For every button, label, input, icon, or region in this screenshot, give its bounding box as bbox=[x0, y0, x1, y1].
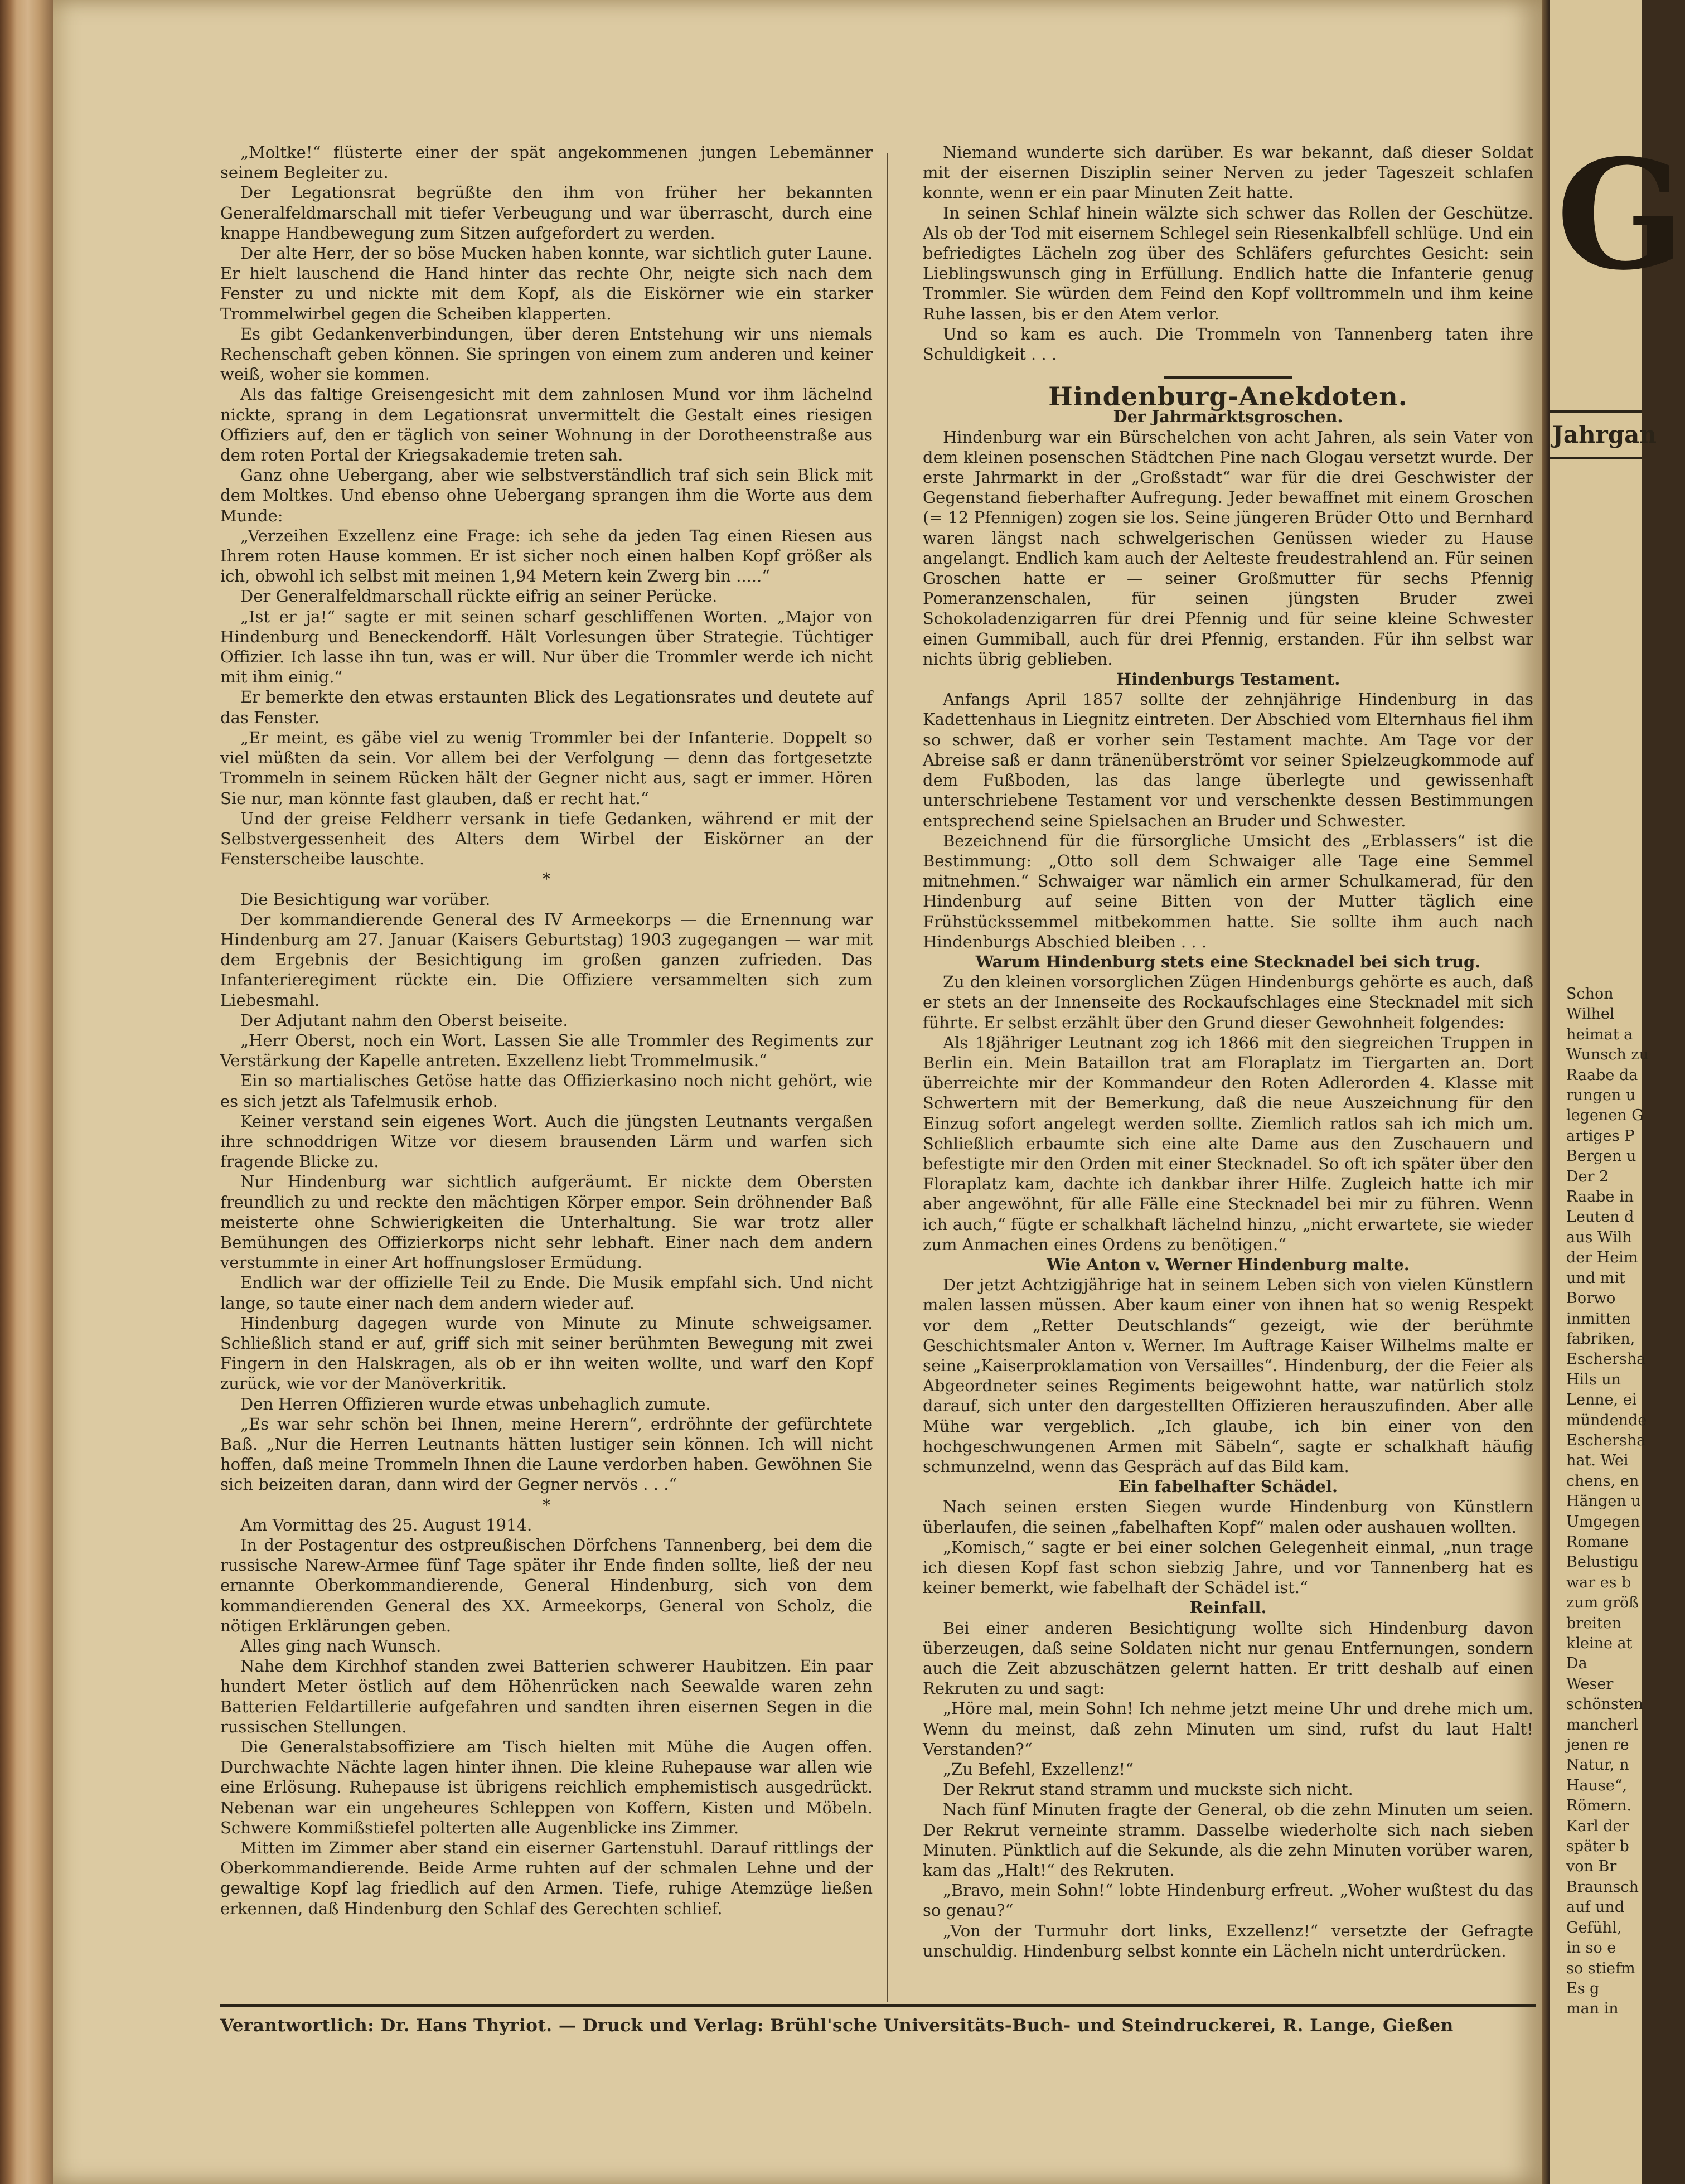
line-fragment: von Br bbox=[1566, 1858, 1617, 1876]
paragraph: „Moltke!“ flüsterte einer der spät angekommenen jungen Lebemänner seinem Begleiter zu. bbox=[220, 143, 873, 182]
line-fragment: und mit bbox=[1566, 1269, 1625, 1287]
line-fragment: hat. Wei bbox=[1566, 1452, 1629, 1470]
paragraph: Der alte Herr, der so böse Mucken haben konnte, war sichtlich guter Laune. Er hielt lauschend die Hand hinter das rechte Ohr, neigte sich nach dem Fenster zu und nickte mit dem Kopf, als die Eiskörner wie ein starker Trommelwirbel gegen die Scheiben klapperten. bbox=[220, 244, 873, 323]
line-fragment: breiten bbox=[1566, 1614, 1622, 1632]
line-fragment: fabriken, bbox=[1566, 1330, 1635, 1348]
paragraph: Ganz ohne Uebergang, aber wie selbstverständlich traf sich sein Blick mit dem Moltkes. Und ebenso ohne Uebergang sprangen ihm die Worte aus dem Munde: bbox=[220, 466, 873, 525]
line-fragment: aus Wilh bbox=[1566, 1228, 1632, 1246]
next-page-column-fragment bbox=[1566, 984, 1649, 2020]
masthead-letter: G bbox=[1556, 126, 1685, 303]
paragraph: Der Adjutant nahm den Oberst beiseite. bbox=[240, 1010, 568, 1030]
paragraph: „Zu Befehl, Exzellenz!“ bbox=[943, 1760, 1134, 1779]
paragraph: „Komisch,“ sagte er bei einer solchen Gelegenheit einmal, „nun trage ich diesen Kopf fast schon siebzig Jahre, und vor Tannenberg hat es keiner bemerkt, wie fabelhaft der Schädel ist.“ bbox=[923, 1537, 1533, 1597]
paragraph: „Von der Turmuhr dort links, Exzellenz!“ versetzte der Gefragte unschuldig. Hindenburg selbst konnte ein Lächeln nicht unterdrücken. bbox=[923, 1921, 1533, 1960]
section-heading: Warum Hindenburg stets eine Stecknadel bei sich trug. bbox=[975, 952, 1481, 971]
line-fragment: Der 2 bbox=[1566, 1168, 1609, 1185]
section-heading: Der Jahrmarktsgroschen. bbox=[1113, 407, 1343, 427]
section-heading: Reinfall. bbox=[1189, 1598, 1267, 1618]
paragraph: Und der greise Feldherr versank in tiefe Gedanken, während er mit der Selbstvergessenheit des Alters dem Wirbel der Eiskörner an der Fensterscheibe lauschte. bbox=[220, 808, 873, 869]
paragraph: Bei einer anderen Besichtigung wollte sich Hindenburg davon überzeugen, daß seine Soldaten nicht nur genau Entfernungen, sondern auch die Zeit abzuschätzen gelernt hatten. Er tritt deshalb auf einen Rekruten zu und sagt: bbox=[923, 1618, 1533, 1698]
line-fragment: chens, en bbox=[1566, 1472, 1639, 1490]
line-fragment: Hause“, bbox=[1566, 1776, 1628, 1794]
line-fragment: schönsten bbox=[1566, 1696, 1644, 1713]
paragraph: Der jetzt Achtzigjährige hat in seinem Leben sich von vielen Künstlern malen lassen müssen. Aber kaum einer von ihnen hat so wenig Respekt vor dem „Retter Deutschlands“ gezeigt, wie der berühmte Geschichtsmaler Anton v. Werner. Im Auftrage Kaiser Wilhelms malte er seine „Kaiserproklamation von Versailles“. Hindenburg, der die Feier als Abgeordneter seines Regiments beigewohnt hatte, war natürlich stolz darauf, sich unter den dargestellten Offizieren herauszufinden. Aber alle Mühe war vergeblich. „Ich glaube, ich bin einer von den hochgeschwungenen Armen mit Säbeln“, sagte er schalkhaft häufig schmunzelnd, wenn das Gespräch auf das Bild kam. bbox=[923, 1275, 1533, 1476]
paragraph: Und so kam es auch. Die Trommeln von Tannenberg taten ihre Schuldigkeit . . . bbox=[923, 324, 1533, 364]
paragraph: In seinen Schlaf hinein wälzte sich schwer das Rollen der Geschütze. Als ob der Tod mit eisernem Schlegel sein Riesenkalbfell schlüge. Und ein befriedigtes Lächeln zog über des Schläfers gefurchtes Gesicht: sein Lieblingswunsch ging in Erfüllung. Endlich hatte die Infanterie genug Trommler. Sie würden dem Feind den Kopf volltrommeln und ihm keine Ruhe lassen, bis er den Atem verlor. bbox=[923, 203, 1533, 323]
paragraph: Bezeichnend für die fürsorgliche Umsicht des „Erblassers“ ist die Bestimmung: „Otto soll dem Schwaiger alle Tage eine Semmel mitnehmen.“ Schwaiger war nämlich ein armer Schulkamerad, für den Hindenburg auf seine Bitten von der Mutter täglich eine Frühstückssemmel mitbekommen hatte. Sie sollte ihm auch nach Hindenburgs Abschied bleiben . . . bbox=[923, 831, 1533, 951]
line-fragment: später b bbox=[1566, 1838, 1629, 1856]
paragraph: Die Besichtigung war vorüber. bbox=[240, 889, 491, 909]
paragraph: Der Rekrut stand stramm und muckste sich nicht. bbox=[943, 1780, 1353, 1799]
line-fragment: Umgegen bbox=[1566, 1513, 1640, 1531]
line-fragment: Hils un bbox=[1566, 1371, 1621, 1388]
left-column bbox=[220, 142, 873, 1919]
paragraph: Der Legationsrat begrüßte den ihm von früher her bekannten Generalfeldmarschall mit tiefer Verbeugung und war überrascht, durch eine knappe Handbewegung zum Sitzen aufgefordert zu werden. bbox=[220, 183, 873, 243]
line-fragment: Romane bbox=[1566, 1533, 1629, 1551]
line-fragment: Leuten d bbox=[1566, 1208, 1634, 1226]
paragraph: Hindenburg war ein Bürschelchen von acht Jahren, als sein Vater von dem kleinen posenschen Städtchen Pine nach Glogau versetzt wurde. Der erste Jahrmarkt in der „Großstadt“ war für die drei Geschwister der Gegenstand fieberhafter Aufregung. Jeder bewaffnet mit einem Groschen (= 12 Pfennigen) zogen sie los. Seine jüngeren Brüder Otto und Bernhard waren längst nach schwelgerischen Genüssen wieder zu Hause angelangt. Endlich kam auch der Aelteste freudestrahlend an. Für seinen Groschen hatte er — seiner Großmutter für sechs Pfennig Pomeranzenschalen, für seinen jüngsten Bruder zwei Schokoladenzigarren für drei Pfennig und für seine kleine Schwester einen Gummiball, auch für drei Pfennig, erstanden. Für ihn selbst war nichts übrig geblieben. bbox=[923, 427, 1533, 669]
line-fragment: Lenne, ei bbox=[1566, 1391, 1637, 1409]
paragraph: Nach seinen ersten Siegen wurde Hindenburg von Künstlern überlaufen, die seinen „fabelhaften Kopf“ malen oder aushauen wollten. bbox=[923, 1497, 1533, 1537]
paragraph: Als das faltige Greisengesicht mit dem zahnlosen Mund vor ihm lächelnd nickte, sprang in dem Legationsrat unvermittelt die Gestalt eines riesigen Offiziers auf, den er täglich von seiner Wohnung in der Dorotheenstraße aus dem roten Portal der Kriegsakademie treten sah. bbox=[220, 385, 873, 465]
title-rule bbox=[1164, 376, 1292, 379]
line-fragment: legenen G bbox=[1566, 1107, 1644, 1125]
line-fragment: Bergen u bbox=[1566, 1147, 1636, 1165]
paragraph: Niemand wunderte sich darüber. Es war bekannt, daß dieser Soldat mit der eisernen Disziplin seiner Nerven zu jeder Tageszeit schlafen konnte, wenn er ein paar Minuten Zeit hatte. bbox=[923, 143, 1533, 202]
paragraph: Ein so martialisches Getöse hatte das Offizierkasino noch nicht gehört, wie es sich jetzt als Tafelmusik erhob. bbox=[220, 1071, 873, 1111]
section-separator: * bbox=[542, 1495, 551, 1514]
paragraph: Der Generalfeldmarschall rückte eifrig an seiner Perücke. bbox=[240, 587, 718, 606]
paragraph: „Er meint, es gäbe viel zu wenig Trommler bei der Infanterie. Doppelt so viel müßten da sein. Vor allem bei der Verfolgung — denn das fortgesetzte Trommeln in seinem Rücken hält der Gegner nicht aus, sagt er immer. Hören Sie nur, man könnte fast glauben, daß er recht hat.“ bbox=[220, 728, 873, 808]
line-fragment: Eschersha bbox=[1566, 1350, 1646, 1368]
line-fragment: Wunsch zu bbox=[1566, 1046, 1649, 1064]
paragraph: Die Generalstabsoffiziere am Tisch hielten mit Mühe die Augen offen. Durchwachte Nächte lagen hinter ihnen. Die kleine Ruhepause war allen wie eine Erlösung. Ruhepause ist übrigens reichlich emphemistisch ausgedrückt. Nebenan war ein ungeheures Schleppen von Koffern, Kisten und Möbeln. Schwere Kommißstiefel polterten alle Augenblicke ins Zimmer. bbox=[220, 1737, 873, 1837]
column-divider bbox=[887, 153, 888, 2002]
section-heading: Ein fabelhafter Schädel. bbox=[1118, 1477, 1338, 1497]
line-fragment: Hängen u bbox=[1566, 1493, 1641, 1510]
section-heading: Wie Anton v. Werner Hindenburg malte. bbox=[1047, 1255, 1410, 1274]
right-column bbox=[923, 142, 1533, 1961]
line-fragment: heimat a bbox=[1566, 1025, 1633, 1043]
masthead-rule bbox=[1550, 410, 1642, 413]
paragraph: „Verzeihen Exzellenz eine Frage: ich sehe da jeden Tag einen Riesen aus Ihrem roten Hause kommen. Er ist sicher noch einen halben Kopf größer als ich, obwohl ich selbst mit meinen 1,94 Metern kein Zwerg bin .....“ bbox=[220, 526, 873, 586]
line-fragment: man in bbox=[1566, 2000, 1619, 2018]
line-fragment: der Heim bbox=[1566, 1249, 1638, 1267]
line-fragment: Braunsch bbox=[1566, 1878, 1639, 1896]
line-fragment: mancherl bbox=[1566, 1716, 1639, 1733]
line-fragment: so stiefm bbox=[1566, 1959, 1635, 1977]
line-fragment: rungen u bbox=[1566, 1087, 1636, 1105]
paragraph: Nahe dem Kirchhof standen zwei Batterien schwerer Haubitzen. Ein paar hundert Meter östlich auf dem Höhenrücken nach Seewalde waren zehn Batterien Feldartillerie aufgefahren und sandten ihren eisernen Segen in die russischen Stellungen. bbox=[220, 1657, 873, 1736]
year-label-fragment: Jahrgan bbox=[1552, 421, 1657, 448]
paragraph: Endlich war der offizielle Teil zu Ende. Die Musik empfahl sich. Und nicht lange, so taute einer nach dem andern wieder auf. bbox=[220, 1273, 873, 1313]
line-fragment: mündende bbox=[1566, 1411, 1647, 1429]
line-fragment: Gefühl, bbox=[1566, 1919, 1622, 1936]
line-fragment: Weser bbox=[1566, 1675, 1614, 1693]
paragraph: Nach fünf Minuten fragte der General, ob die zehn Minuten um seien. Der Rekrut verneinte stramm. Dasselbe wiederholte sich nach sieben Minuten. Pünktlich auf die Sekunde, als die zehn Minuten vorüber waren, kam das „Halt!“ des Rekruten. bbox=[923, 1800, 1533, 1880]
line-fragment: zum größ bbox=[1566, 1594, 1639, 1612]
paragraph: „Höre mal, mein Sohn! Ich nehme jetzt meine Uhr und drehe mich um. Wenn du meinst, daß zehn Minuten um sind, rufst du laut Halt! Verstanden?“ bbox=[923, 1699, 1533, 1759]
paragraph: Hindenburg dagegen wurde von Minute zu Minute schweigsamer. Schließlich stand er auf, griff sich mit seiner berühmten Bewegung mit zwei Fingern in den Halskragen, als ob er ihn weiten wollte, und warf den Kopf zurück, wie vor der Manöverkritik. bbox=[220, 1313, 873, 1393]
line-fragment: artiges P bbox=[1566, 1127, 1635, 1145]
paragraph: Als 18jähriger Leutnant zog ich 1866 mit den siegreichen Truppen in Berlin ein. Mein Bataillon trat am Floraplatz im Tiergarten an. Dort überreichte mir der Kommandeur den Roten Adlerorden 4. Klasse mit Schwertern mit der Bemerkung, daß die neue Auszeichnung für den Einzug sofort angelegt werden sollte. Ziemlich ratlos sah ich mich um. Schließlich erbaumte sich eine alte Dame aus den Zuschauern und befestigte mir den Orden mit einer Stecknadel. So oft ich später über den Floraplatz kam, dachte ich dankbar ihrer Hilfe. Zugleich hatte ich mir aber angewöhnt, für alle Fälle eine Stecknadel bei mir zu führen. Wenn ich auch,“ fügte er schalkhaft lächelnd hinzu, „nicht erwartete, sie wieder zum Anmachen eines Ordens zu benötigen.“ bbox=[923, 1033, 1533, 1254]
line-fragment: Wilhel bbox=[1566, 1005, 1615, 1023]
line-fragment: Es g bbox=[1566, 1979, 1600, 1997]
paragraph: Anfangs April 1857 sollte der zehnjährige Hindenburg in das Kadettenhaus in Liegnitz eintreten. Der Abschied vom Elternhaus fiel ihm so schwer, daß er vorher sein Testament machte. Am Tage vor der Abreise saß er dann tränenüberströmt vor seiner Spielzeugkommode auf dem Fußboden, las das lange überlegte und gewissenhaft unterschriebene Testament vor und verschenkte dessen Bestimmungen entsprechend seine Spielsachen an Bruder und Schwester. bbox=[923, 690, 1533, 830]
line-fragment: Römern. bbox=[1566, 1797, 1632, 1815]
line-fragment: Da bbox=[1566, 1655, 1587, 1673]
line-fragment: Natur, n bbox=[1566, 1756, 1629, 1774]
line-fragment: auf und bbox=[1566, 1899, 1625, 1916]
line-fragment: Borwo bbox=[1566, 1290, 1616, 1308]
paragraph: Den Herren Offizieren wurde etwas unbehaglich zumute. bbox=[240, 1394, 711, 1413]
line-fragment: Eschersha bbox=[1566, 1431, 1646, 1449]
line-fragment: kleine at bbox=[1566, 1635, 1633, 1652]
paragraph: Er bemerkte den etwas erstaunten Blick des Legationsrates und deutete auf das Fenster. bbox=[220, 687, 873, 727]
line-fragment: Belustigu bbox=[1566, 1553, 1639, 1571]
book-gutter bbox=[1542, 0, 1550, 2184]
paragraph: Mitten im Zimmer aber stand ein eiserner Gartenstuhl. Darauf rittlings der Oberkommandierende. Beide Arme ruhten auf der schmalen Lehne und der gewaltige Kopf lag friedlich auf den Armen. Tiefe, ruhige Atemzüge ließen erkennen, daß Hindenburg den Schlaf des Gerechten schlief. bbox=[220, 1838, 873, 1918]
imprint-footer: Verantwortlich: Dr. Hans Thyriot. — Druck und Verlag: Brühl'sche Universitäts-Buch- und Steindruckerei, R. Lange, Gießen bbox=[220, 2016, 1454, 2036]
line-fragment: Karl der bbox=[1566, 1817, 1629, 1835]
line-fragment: jenen re bbox=[1566, 1736, 1629, 1754]
line-fragment: Raabe da bbox=[1566, 1066, 1638, 1084]
section-separator: * bbox=[542, 869, 551, 889]
paragraph: Der kommandierende General des IV Armeekorps — die Ernennung war Hindenburg am 27. Januar (Kaisers Geburtstag) 1903 zugegangen — war mit dem Ergebnis der Besichtigung im großen ganzen zufrieden. Das Infanterieregiment rückte ein. Die Offiziere versammelten sich zum Liebesmahl. bbox=[220, 909, 873, 1010]
line-fragment: Raabe in bbox=[1566, 1188, 1634, 1206]
line-fragment: in so e bbox=[1566, 1939, 1616, 1957]
paragraph: Keiner verstand sein eigenes Wort. Auch die jüngsten Leutnants vergaßen ihre schnoddrigen Witze vor diesem brausenden Lärm und warfen sich fragende Blicke zu. bbox=[220, 1111, 873, 1171]
line-fragment: inmitten bbox=[1566, 1310, 1631, 1328]
next-page-fragment bbox=[1550, 0, 1685, 2184]
paragraph: „Bravo, mein Sohn!“ lobte Hindenburg erfreut. „Woher wußtest du das so genau?“ bbox=[923, 1881, 1533, 1920]
paragraph: In der Postagentur des ostpreußischen Dörfchens Tannenberg, bei dem die russische Narew-Armee fünf Tage später ihr Ende finden sollte, ließ der neu ernannte Oberkommandierende, General Hindenburg, sich von dem kommandierenden General des XX. Armeekorps, General von Scholz, die nötigen Erklärungen geben. bbox=[220, 1536, 873, 1635]
section-heading: Hindenburgs Testament. bbox=[1116, 670, 1340, 689]
book-page-edges bbox=[0, 0, 53, 2184]
paragraph: Am Vormittag des 25. August 1914. bbox=[240, 1515, 532, 1534]
paragraph: „Es war sehr schön bei Ihnen, meine Herern“, erdröhnte der gefürchtete Baß. „Nur die Herren Leutnants hätten lustiger sein können. Ich will nicht hoffen, daß meine Trommeln Ihnen die Laune verdorben haben. Gewöhnen Sie sich beizeiten daran, dann wird der Gegner nervös . . .“ bbox=[220, 1414, 873, 1494]
line-fragment: war es b bbox=[1566, 1573, 1631, 1591]
paragraph: Alles ging nach Wunsch. bbox=[240, 1636, 442, 1656]
paragraph: Nur Hindenburg war sichtlich aufgeräumt. Er nickte dem Obersten freundlich zu und reckte den mächtigen Körper empor. Sein dröhnender Baß meisterte ohne Schwierigkeiten die Unterhaltung. Sie war trotz aller Bemühungen des Offizierkorps nicht sehr lebhaft. Einer nach dem andern verstummte in einer Art hoffnungsloser Ermüdung. bbox=[220, 1172, 873, 1272]
masthead-rule-lower bbox=[1550, 457, 1642, 459]
line-fragment: Schon bbox=[1566, 985, 1614, 1003]
paragraph: Es gibt Gedankenverbindungen, über deren Entstehung wir uns niemals Rechenschaft geben können. Sie springen von einem zum anderen und keiner weiß, woher sie kommen. bbox=[220, 324, 873, 384]
paragraph: „Herr Oberst, noch ein Wort. Lassen Sie alle Trommler des Regiments zur Verstärkung der Kapelle antreten. Exzellenz liebt Trommelmusik.“ bbox=[220, 1030, 873, 1071]
paragraph: „Ist er ja!“ sagte er mit seinen scharf geschliffenen Worten. „Major von Hindenburg und Beneckendorff. Hält Vorlesungen über Strategie. Tüchtiger Offizier. Ich lasse ihn tun, was er will. Nur über die Trommler werde ich nicht mit ihm einig.“ bbox=[220, 607, 873, 687]
footer-rule bbox=[220, 2004, 1536, 2007]
article-title: Hindenburg-Anekdoten. bbox=[1048, 381, 1408, 412]
paragraph: Zu den kleinen vorsorglichen Zügen Hindenburgs gehörte es auch, daß er stets an der Innenseite des Rockaufschlages eine Stecknadel mit sich führte. Er selbst erzählt über den Grund dieser Gewohnheit folgendes: bbox=[923, 972, 1533, 1032]
